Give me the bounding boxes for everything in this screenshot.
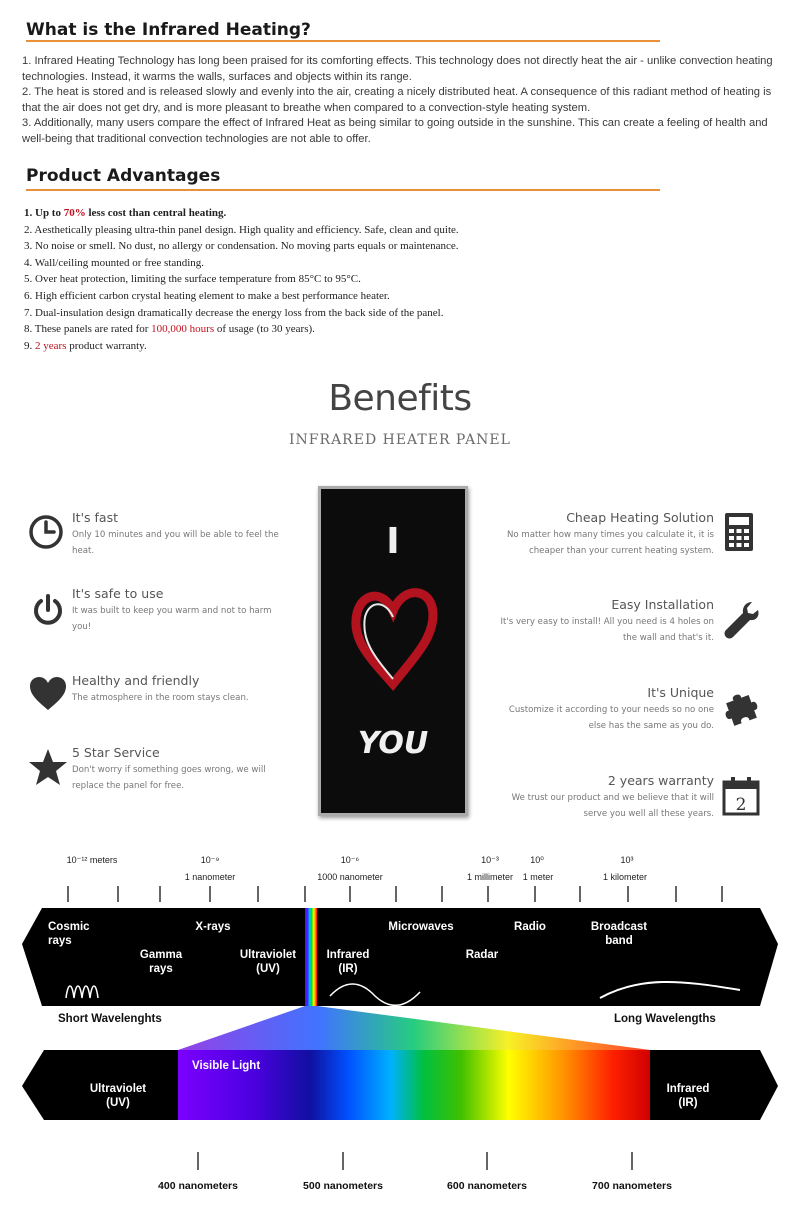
advantage-item-1: [24, 205, 724, 222]
band-infrared: Infrared (IR): [326, 949, 370, 975]
visible-light-label: Visible Light: [192, 1060, 261, 1072]
section-title-infrared: What is the Infrared Heating?: [26, 20, 311, 40]
benefit-desc: Only 10 minutes and you will be able to feel the heat.: [72, 530, 279, 556]
scale-unit-label: 1 millimeter: [466, 872, 513, 882]
lower-infrared-label: Infrared (IR): [666, 1083, 710, 1109]
benefit-desc: No matter how many times you calculate it, it is cheaper than your current heating system.: [506, 530, 714, 556]
section-divider: [26, 40, 660, 42]
benefits-title: Benefits: [328, 378, 472, 419]
advantage-item-9: [24, 338, 724, 355]
advantage-highlight: 2 years: [35, 339, 67, 352]
scale-unit-label: 1 kilometer: [602, 872, 647, 882]
calculator-icon: [724, 512, 754, 557]
wrench-icon: [722, 600, 760, 645]
intro-paragraph-2: 2. The heat is stored and is released slowly and evenly into the air, creating a nicely distributed heat. A consequence of this radiant method of heating is that the air does not get dry, and is more pleasant to breathe when compared to a convection-style heating system.: [22, 86, 772, 114]
intro-paragraph-1: 1. Infrared Heating Technology has long been praised for its comforting effects. This technology does not directly heat the air - unlike convection heating technologies. Instead, it warms the walls, surfaces and objects within its range.: [22, 55, 773, 83]
benefit-title: It's Unique: [647, 685, 714, 700]
benefit-cheap: [470, 510, 714, 559]
band-cosmic-rays: Cosmic rays: [48, 921, 90, 947]
benefit-desc: We trust our product and we believe that it will serve you well all these years.: [511, 793, 714, 819]
panel-text-i: I: [386, 521, 400, 562]
panel-text-you: YOU: [357, 726, 429, 761]
short-wavelengths-label: Short Wavelenghts: [58, 1013, 162, 1025]
advantage-item-8: [24, 321, 724, 338]
benefit-desc: It's very easy to install! All you need is 4 holes on the wall and that's it.: [500, 617, 714, 643]
advantage-text: of usage (to 30 years).: [214, 323, 315, 336]
scale-label: 10⁻¹² meters: [66, 855, 118, 865]
long-wavelengths-label: Long Wavelengths: [614, 1013, 716, 1025]
benefit-title: Easy Installation: [611, 597, 714, 612]
section-title-advantages: Product Advantages: [26, 166, 221, 186]
advantage-item-6: 6. High efficient carbon crystal heating element to make a best performance heater.: [24, 289, 390, 302]
scale-label: 10⁻⁶: [340, 855, 360, 865]
lower-ultraviolet-label: Ultraviolet (UV): [89, 1083, 147, 1109]
calendar-icon: [722, 776, 760, 821]
advantage-item-5: 5. Over heat protection, limiting the surface temperature from 85°C to 95°C.: [24, 273, 361, 286]
scale-label: 10³: [620, 855, 634, 865]
benefit-title: It's safe to use: [72, 586, 164, 601]
scale-unit-label: 1000 nanometer: [317, 872, 383, 882]
nm-label-500: 500 nanometers: [303, 1180, 383, 1192]
benefit-desc: The atmosphere in the room stays clean.: [72, 693, 249, 703]
puzzle-icon: [722, 686, 762, 731]
scale-label: 10⁻³: [481, 855, 499, 865]
advantage-item-4: 4. Wall/ceiling mounted or free standing.: [24, 256, 205, 269]
benefit-title: 2 years warranty: [607, 773, 714, 788]
nm-label-400: 400 nanometers: [158, 1180, 238, 1192]
clock-icon: [28, 514, 64, 555]
benefit-healthy: [72, 673, 312, 706]
band-ultraviolet: Ultraviolet (UV): [239, 949, 297, 975]
heart-icon: [28, 676, 68, 717]
benefit-installation: [470, 597, 714, 646]
benefit-title: Cheap Heating Solution: [566, 510, 714, 525]
benefit-title: Healthy and friendly: [72, 673, 200, 688]
advantage-text: product warranty.: [66, 339, 147, 352]
section-divider: [26, 189, 660, 191]
advantage-text: 1. Up to: [24, 207, 64, 219]
advantage-item-7: 7. Dual-insulation design dramatically decrease the energy loss from the back side of the panel.: [24, 306, 444, 319]
benefit-title: It's fast: [72, 510, 118, 525]
benefit-service: [72, 745, 312, 794]
benefits-subtitle: INFRARED HEATER PANEL: [289, 432, 511, 448]
star-icon: [28, 748, 68, 791]
heater-panel-image: [318, 486, 468, 816]
benefit-desc: Don't worry if something goes wrong, we will replace the panel for free.: [72, 765, 266, 791]
benefit-fast: [72, 510, 312, 559]
benefit-unique: [470, 685, 714, 734]
band-radar: Radar: [465, 949, 499, 961]
benefit-title: 5 Star Service: [72, 745, 160, 760]
advantage-highlight: 70%: [63, 207, 86, 219]
advantage-text: 8. These panels are rated for: [24, 323, 152, 336]
benefit-safe: [72, 586, 312, 635]
advantages-list: [24, 205, 724, 354]
scale-unit-label: 1 nanometer: [184, 872, 236, 882]
advantage-text: 9.: [24, 339, 35, 352]
advantage-item-2: 2. Aesthetically pleasing ultra-thin panel design. High quality and efficiency. Safe, clean and quite.: [24, 223, 459, 236]
advantage-text: less cost than central heating.: [85, 207, 227, 219]
band-radio: Radio: [514, 921, 546, 933]
band-broadcast: Broadcast band: [590, 921, 648, 947]
band-gamma-rays: Gamma rays: [139, 949, 183, 975]
scale-unit-label: 1 meter: [522, 872, 554, 882]
intro-paragraph-3: 3. Additionally, many users compare the effect of Infrared Heat as being similar to going outside in the sunshine. This can create a feeling of health and well-being that traditional convection technologies are not able to offer.: [22, 117, 768, 145]
nm-label-700: 700 nanometers: [592, 1180, 672, 1192]
benefit-desc: Customize it according to your needs so no one else has the same as you do.: [508, 705, 714, 731]
nm-label-600: 600 nanometers: [447, 1180, 527, 1192]
benefit-desc: It was built to keep you warm and not to harm you!: [72, 606, 272, 632]
power-icon: [30, 592, 66, 633]
scale-label: 10⁻⁹: [200, 855, 220, 865]
advantage-item-3: 3. No noise or smell. No dust, no allergy or condensation. No moving parts equals or maintenance.: [24, 240, 459, 253]
infrared-intro-text: [22, 54, 792, 147]
band-microwaves: Microwaves: [388, 921, 454, 933]
benefit-warranty: [470, 773, 714, 822]
band-x-rays: X-rays: [195, 921, 231, 933]
scale-label: 10⁰: [530, 855, 544, 865]
calendar-number: 2: [735, 795, 747, 815]
advantage-highlight: 100,000 hours: [151, 323, 215, 336]
